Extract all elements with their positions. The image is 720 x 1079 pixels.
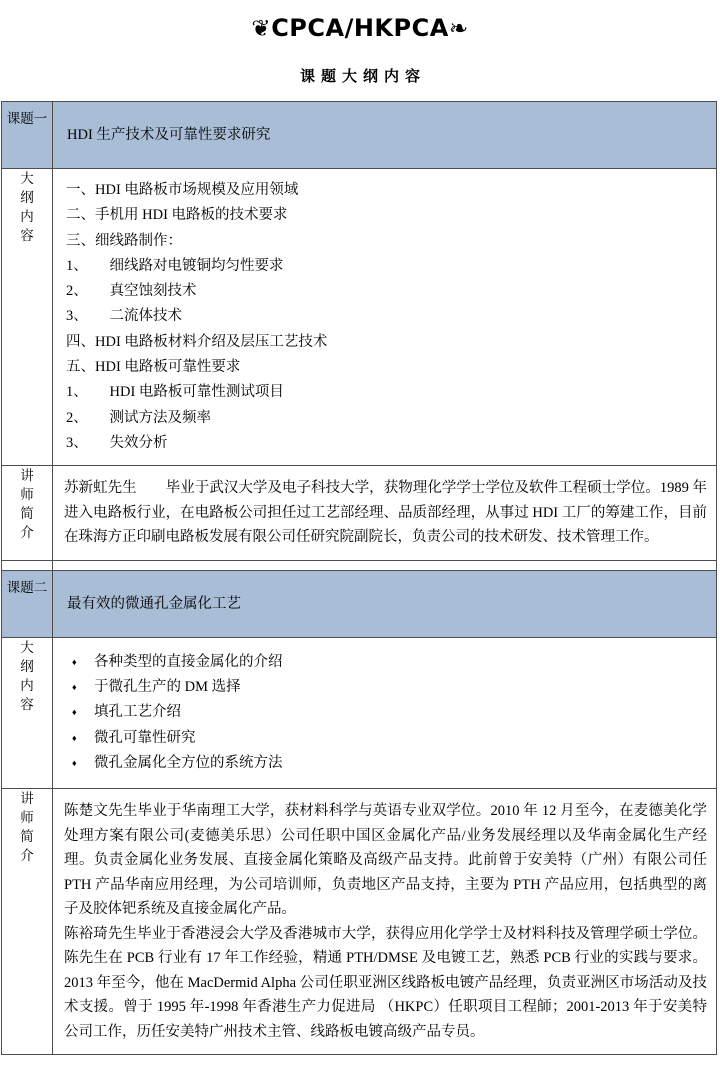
bullet-item: ♦ 微孔可靠性研究 — [66, 726, 708, 751]
topic-2-outline-label — [2, 638, 52, 714]
topic-1-outline-label-cell — [2, 169, 53, 466]
instructor-label-char-1: 讲 — [20, 791, 34, 807]
topic-2-outline-label-cell — [2, 637, 53, 788]
document-title — [0, 12, 720, 45]
bullet-item: ♦ 微孔金属化全方位的系统方法 — [66, 751, 708, 776]
table-row — [2, 789, 717, 1055]
outline-line: 1、 HDI 电路板可靠性测试项目 — [66, 384, 284, 401]
table-row — [2, 637, 717, 788]
bio-paragraph: 陈楚文先生毕业于华南理工大学，获材料科学与英语专业双学位。2010 年 12 月至今，在麦德美化学处理方案有限公司(麦德美乐思）公司任职中国区金属化产品/业务发展经理以及华南金属化生产经理。负责金属化业务发展、直接金属化策略及高级产品支持。此前曾于安美特（广州）有限公司任 PTH 产品华南应用经理，为公司培训师，负责地区产品支持，主要为 PTH 产品应用，包括典型的离子及胶体钯系统及直接金属化产品。 — [64, 803, 707, 918]
outline-label-char-4: 容 — [20, 696, 34, 712]
outline-line: 2、 真空蚀刻技术 — [66, 283, 197, 300]
outline-line: 3、 二流体技术 — [66, 308, 182, 325]
outline-line: 1、 细线路对电镀铜均匀性要求 — [66, 257, 284, 274]
outline-line: 三、细线路制作： — [66, 232, 182, 249]
outline-line: 一、HDI 电路板市场规模及应用领域 — [66, 182, 299, 198]
ornament-right-icon: ❧ — [448, 16, 469, 42]
topic-1-outline-label — [2, 169, 52, 245]
spacer-cell-right — [53, 560, 717, 570]
topic-2-instructor-label-cell — [2, 789, 53, 1055]
bullet-item: ♦ 填孔工艺介绍 — [66, 700, 708, 725]
topic-1-title: HDI 生产技术及可靠性要求研究 — [67, 127, 271, 143]
topic-2-label — [2, 571, 52, 604]
outline-label-char-2: 纲 — [20, 658, 34, 674]
outline-label-char-3: 内 — [20, 677, 34, 693]
ornament-left-icon: ❦ — [251, 16, 272, 42]
outline-line: 二、手机用 HDI 电路板的技术要求 — [66, 207, 288, 224]
topic-1-instructor-label — [2, 466, 52, 542]
topic-2-title-cell — [53, 570, 717, 637]
document-title-text: CPCA/HKPCA — [271, 14, 449, 42]
table-row — [2, 169, 717, 466]
bullet-item: ♦ 各种类型的直接金属化的介绍 — [66, 650, 708, 675]
topic-1-label — [2, 102, 52, 135]
outline-label-char-4: 容 — [20, 228, 34, 243]
instructor-label-char-3: 简 — [20, 506, 34, 522]
instructor-label-char-2: 师 — [20, 810, 34, 826]
topic-2-title: 最有效的微通孔金属化工艺 — [67, 595, 241, 612]
document-page — [0, 12, 720, 1079]
table-row — [2, 466, 717, 561]
outline-line: 3、 失效分析 — [66, 434, 168, 451]
topic-1-outline-cell — [53, 169, 717, 466]
topic-1-instructor-label-cell — [2, 466, 53, 561]
topic-1-instructor-cell — [53, 466, 717, 561]
outline-label-char-3: 内 — [20, 209, 34, 224]
instructor-label-char-1: 讲 — [20, 468, 34, 484]
instructor-label-char-4: 介 — [20, 848, 34, 864]
instructor-label-char-4: 介 — [20, 525, 34, 541]
outline-label-char-1: 大 — [20, 639, 34, 655]
table-row — [2, 102, 717, 169]
outline-line: 五、HDI 电路板可靠性要求 — [66, 359, 241, 376]
course-outline-table — [1, 101, 717, 1055]
topic-2-instructor-label — [2, 789, 52, 865]
topic-2-label-cell — [2, 570, 53, 637]
topic-2-instructor-bio — [53, 789, 716, 1054]
outline-line: 2、 测试方法及频率 — [66, 409, 211, 426]
spacer-cell-left — [2, 560, 53, 570]
topic-2-instructor-cell — [53, 789, 717, 1055]
topic-2-label-line-1: 课题二 — [6, 579, 48, 595]
document-subtitle: 课题大纲内容 — [299, 69, 426, 85]
bio-paragraph: 陈裕琦先生毕业于香港浸会大学及香港城市大学，获得应用化学学士及材料科技及管理学硕士学位。陈先生在 PCB 行业有 17 年工作经验，精通 PTH/DMSE 及电镀工艺，熟悉 PCB 行业的实践与要求。2013 年至今，他在 MacDermid Alpha 公司任职亚洲区线路板电镀产品经理，负责亚洲区市场活动及技术支援。曾于 1995 年-1998 年香港生产力促进局 （HKPC）任职项目工程師；2001-2013 年于安美特公司工作，历任安美特广州技术主管、线路板电镀高级产品专员。 — [64, 925, 707, 1040]
topic-2-outline-cell — [53, 637, 717, 788]
table-spacer-row — [2, 560, 717, 570]
topic-1-title-cell — [53, 102, 717, 169]
topic-1-label-cell — [2, 102, 53, 169]
topic-1-label-line-1: 课题一 — [6, 111, 48, 126]
instructor-label-char-3: 简 — [20, 829, 34, 845]
table-row — [2, 570, 717, 637]
outline-line: 四、HDI 电路板材料介绍及层压工艺技术 — [66, 333, 328, 350]
topic-1-instructor-bio — [53, 466, 716, 560]
topic-2-outline-list — [53, 638, 716, 788]
outline-label-char-2: 纲 — [20, 190, 34, 205]
bio-paragraph: 苏新虹先生 毕业于武汉大学及电子科技大学，获物理化学学士学位及软件工程硕士学位。1989 年进入电路板行业，在电路板公司担任过工艺部经理、品质部经理，从事过 HDI 工厂的筹建工作，目前在珠海方正印刷电路板发展有限公司任研究院副院长，负责公司的技术研发、技术管理工作。 — [64, 480, 707, 546]
bullet-item: ♦ 于微孔生产的 DM 选择 — [66, 675, 708, 700]
instructor-label-char-2: 师 — [20, 487, 34, 503]
outline-label-char-1: 大 — [20, 171, 34, 186]
topic-1-outline-list — [53, 169, 716, 465]
